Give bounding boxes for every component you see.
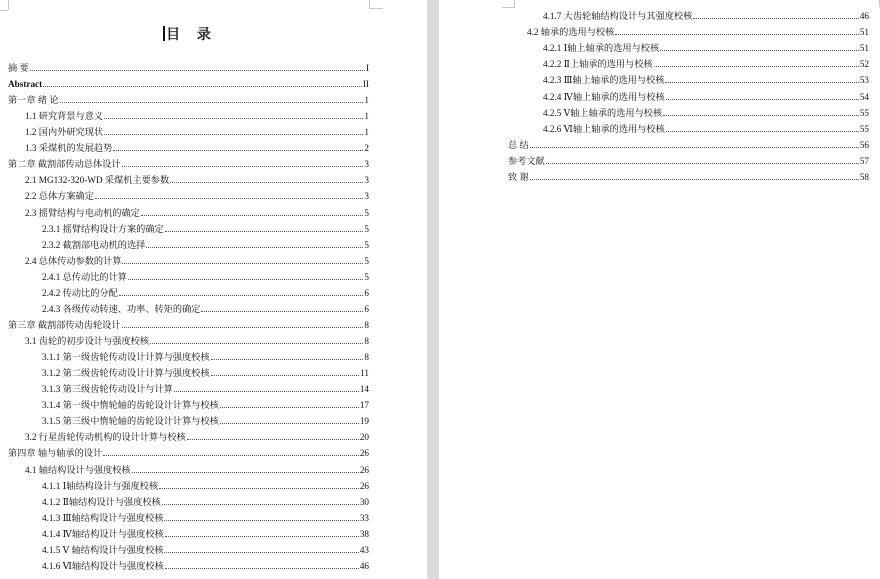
toc-entry[interactable] (8, 77, 369, 91)
toc-entry-label: 4.1.4 Ⅳ轴结构设计与强度校核 (42, 528, 164, 539)
toc-entry[interactable] (508, 138, 869, 152)
toc-entry[interactable] (25, 141, 369, 155)
toc-leader-dots (693, 18, 859, 19)
toc-entry[interactable] (527, 25, 869, 39)
toc-entry-label: 第一章 绪 论 (8, 95, 59, 106)
toc-leader-dots (165, 536, 359, 537)
toc-page-number: 6 (364, 287, 369, 298)
toc-leader-dots (174, 391, 359, 392)
toc-page-number: 38 (359, 528, 369, 539)
toc-entry-label: 2.3.2 截割部电动机的选择 (42, 239, 146, 250)
toc-leader-dots (162, 504, 359, 505)
toc-page-number: 5 (364, 223, 369, 234)
toc-entry[interactable] (42, 222, 369, 236)
toc-entry-label: 2.3.1 摇臂结构设计方案的确定 (42, 223, 164, 234)
toc-entry[interactable] (42, 238, 369, 252)
toc-leader-dots (666, 99, 859, 100)
toc-entry-label: 1.1 研究背景与意义 (25, 111, 104, 122)
toc-leader-dots (164, 520, 358, 521)
toc-entry-label: 3.1.3 第三级齿轮传动设计与计算 (42, 384, 173, 395)
crop-mark (502, 7, 515, 8)
toc-entry[interactable] (543, 90, 869, 104)
toc-entry[interactable] (543, 57, 869, 71)
toc-leader-dots (141, 215, 364, 216)
toc-page-number: II (362, 79, 369, 90)
toc-entry[interactable] (42, 270, 369, 284)
toc-leader-dots (150, 343, 363, 344)
toc-page-number: 11 (360, 368, 369, 379)
toc-page-number: 58 (859, 172, 869, 182)
toc-entry-label: 2.4.3 各级传动转速、功率、转矩的确定 (42, 303, 201, 314)
toc-page-number: 26 (359, 464, 369, 475)
toc-entry[interactable] (25, 109, 369, 123)
toc-entry-label: 2.4 总体传动参数的计算 (25, 255, 122, 266)
toc-entry[interactable] (42, 414, 369, 428)
toc-entry-label: 4.2.4 Ⅳ轴上轴承的选用与校核 (543, 91, 665, 102)
toc-page-number: 55 (859, 107, 869, 118)
toc-page-number: 17 (359, 400, 369, 411)
crop-mark (0, 10, 8, 11)
toc-entry[interactable] (42, 366, 369, 380)
toc-entry[interactable] (25, 463, 369, 477)
toc-entry[interactable] (42, 495, 369, 509)
toc-page-number: 30 (359, 496, 369, 507)
toc-entry-label: 4.1.6 Ⅵ轴结构设计与强度校核 (42, 560, 164, 571)
toc-leader-dots (663, 115, 859, 116)
toc-leader-dots (164, 552, 358, 553)
text-cursor (163, 26, 165, 41)
toc-page-number: 43 (359, 544, 369, 555)
toc-entry-label: 2.2 总体方案确定 (25, 191, 94, 202)
toc-leader-dots (165, 568, 359, 569)
toc-leader-dots (30, 70, 365, 71)
toc-leader-dots (187, 439, 359, 440)
toc-leader-dots (546, 163, 859, 164)
toc-entry-label: 2.4.1 总传动比的计算 (42, 271, 127, 282)
toc-leader-dots (43, 86, 362, 87)
toc-page-number: 5 (364, 207, 369, 218)
toc-entry-label: 2.3 摇臂结构与电动机的确定 (25, 207, 140, 218)
toc-page-number: 8 (364, 352, 369, 363)
toc-page-number: 46 (359, 560, 369, 571)
toc-entry[interactable] (8, 157, 369, 171)
toc-leader-dots (615, 34, 859, 35)
crop-mark (8, 0, 9, 10)
toc-page-number: 1 (364, 111, 369, 122)
toc-page-number: 56 (859, 139, 869, 150)
toc-entry-label: 4.2.3 Ⅲ轴上轴承的选用与校核 (543, 75, 665, 86)
toc-page-number: 57 (859, 155, 869, 166)
toc-page-number: 3 (364, 159, 369, 170)
toc-entry-label: 4.2.2 Ⅱ上轴承的选用与校核 (543, 59, 653, 70)
toc-page-number: 55 (859, 123, 869, 134)
toc-entry-label: 3.1.1 第一级齿轮传动设计计算与强度校核 (42, 352, 210, 363)
toc-title: 目 录 (0, 24, 380, 44)
toc-entry-label: 摘 要 (8, 63, 29, 73)
toc-page-number: 2 (364, 143, 369, 154)
toc-entry[interactable] (25, 206, 369, 220)
toc-leader-dots (60, 102, 364, 103)
toc-entry[interactable] (8, 318, 369, 332)
toc-entry[interactable] (42, 543, 369, 557)
toc-entry[interactable] (42, 286, 369, 300)
toc-entry[interactable] (8, 93, 369, 107)
toc-entry-label: 2.4.2 传动比的分配 (42, 287, 118, 298)
toc-entry[interactable] (25, 125, 369, 139)
toc-leader-dots (122, 166, 364, 167)
toc-page-number: 14 (359, 384, 369, 395)
toc-entry[interactable] (42, 302, 369, 316)
document-page-left (0, 0, 427, 579)
toc-leader-dots (660, 50, 859, 51)
toc-entry[interactable] (25, 189, 369, 203)
toc-leader-dots (654, 66, 859, 67)
toc-entry-label: 第三章 截割部传动齿轮设计 (8, 319, 121, 330)
toc-leader-dots (211, 375, 359, 376)
toc-entry[interactable] (543, 41, 869, 55)
toc-page-number: I (365, 63, 369, 73)
toc-entry[interactable] (543, 73, 869, 87)
toc-entry-label: 参考文献 (508, 155, 545, 166)
toc-leader-dots (132, 472, 359, 473)
toc-entry[interactable] (42, 398, 369, 412)
toc-entry-label: 4.1.1 Ⅰ轴结构设计与强度校核 (42, 480, 159, 491)
toc-leader-dots (113, 150, 363, 151)
toc-leader-dots (146, 247, 363, 248)
toc-entry-label: 4.1.5 Ⅴ 轴结构设计与强度校核 (42, 544, 164, 555)
toc-entry[interactable] (42, 479, 369, 493)
toc-entry[interactable] (508, 170, 869, 184)
toc-page-number: 51 (859, 27, 869, 38)
toc-page-number: 52 (859, 59, 869, 70)
toc-entry-label: Abstract (8, 79, 43, 90)
toc-leader-dots (122, 327, 364, 328)
toc-leader-dots (104, 118, 363, 119)
toc-page-number: 26 (359, 448, 369, 459)
toc-entry[interactable] (42, 350, 369, 364)
toc-page-number: 8 (364, 319, 369, 330)
toc-entry[interactable] (8, 61, 369, 75)
toc-entry[interactable] (25, 254, 369, 268)
crop-mark (369, 8, 383, 9)
toc-entry-label: 4.1.7 大齿轮轴结构设计与其强度校核 (543, 11, 693, 21)
toc-leader-dots (201, 311, 363, 312)
toc-leader-dots (220, 407, 359, 408)
toc-entry[interactable] (42, 559, 369, 573)
toc-leader-dots (159, 488, 359, 489)
toc-page-number: 20 (359, 432, 369, 443)
toc-leader-dots (95, 198, 364, 199)
toc-entry-label: 4.2.5 Ⅴ轴上轴承的选用与校核 (543, 107, 663, 118)
toc-leader-dots (119, 295, 364, 296)
toc-leader-dots (666, 131, 859, 132)
toc-entry-label: 4.1.3 Ⅲ轴结构设计与强度校核 (42, 512, 164, 523)
toc-page-number: 1 (364, 127, 369, 138)
toc-page-number: 3 (364, 191, 369, 202)
toc-page-number: 51 (859, 43, 869, 54)
toc-leader-dots (104, 134, 363, 135)
toc-leader-dots (165, 231, 364, 232)
toc-entry-label: 4.1 轴结构设计与强度校核 (25, 464, 131, 475)
toc-page-number: 26 (359, 480, 369, 491)
toc-entry[interactable] (543, 9, 869, 23)
toc-entry-label: 1.2 国内外研究现状 (25, 127, 104, 138)
toc-leader-dots (122, 263, 363, 264)
toc-entry-label: 致 谢 (508, 172, 529, 182)
crop-mark (514, 0, 515, 7)
toc-entry[interactable] (508, 154, 869, 168)
toc-entry-label: 第四章 轴与轴承的设计 (8, 448, 103, 459)
toc-entry[interactable] (8, 446, 369, 460)
toc-entry-label: 3.1.5 第三级中惰轮轴的齿轮设计计算与校核 (42, 416, 219, 427)
document-page-right (439, 0, 880, 579)
toc-page-number: 19 (359, 416, 369, 427)
toc-page-number: 8 (364, 336, 369, 347)
toc-entry-label: 第二章 截割部传动总体设计 (8, 159, 121, 170)
toc-page-number: 54 (859, 91, 869, 102)
toc-entry-label: 3.1.4 第一级中惰轮轴的齿轮设计计算与校核 (42, 400, 219, 411)
toc-entry[interactable] (25, 173, 369, 187)
toc-entry-label: 3.1.2 第二级齿轮传动设计计算与强度校核 (42, 368, 210, 379)
toc-page-number: 1 (364, 95, 369, 106)
toc-entry[interactable] (42, 511, 369, 525)
toc-entry-label: 2.1 MG132-320-WD 采煤机主要参数 (25, 175, 170, 186)
toc-leader-dots (103, 455, 359, 456)
toc-leader-dots (128, 279, 363, 280)
toc-entry-label: 总 结 (508, 139, 529, 150)
toc-entry[interactable] (25, 334, 369, 348)
toc-page-number: 5 (364, 255, 369, 266)
toc-leader-dots (665, 82, 858, 83)
toc-page-number: 5 (364, 239, 369, 250)
toc-leader-dots (211, 359, 364, 360)
toc-entry-label: 4.2.1 Ⅰ轴上轴承的选用与校核 (543, 43, 660, 54)
toc-page-number: 46 (859, 11, 869, 21)
toc-entry-label: 3.1 齿轮的初步设计与强度校核 (25, 336, 150, 347)
toc-page-number: 3 (364, 175, 369, 186)
toc-entry-label: 1.3 采煤机的发展趋势 (25, 143, 113, 154)
toc-entry[interactable] (25, 430, 369, 444)
toc-leader-dots (170, 182, 363, 183)
toc-entry-label: 4.2.6 Ⅵ轴上轴承的选用与校核 (543, 123, 665, 134)
page-gutter (427, 0, 439, 579)
toc-entry[interactable] (543, 122, 869, 136)
toc-entry-label: 4.2 轴承的选用与校核 (527, 27, 615, 38)
toc-leader-dots (530, 147, 859, 148)
crop-mark (369, 0, 370, 8)
toc-entry-label: 4.1.2 Ⅱ轴结构设计与强度校核 (42, 496, 161, 507)
toc-leader-dots (220, 423, 359, 424)
toc-entry[interactable] (543, 106, 869, 120)
toc-entry[interactable] (42, 527, 369, 541)
toc-leader-dots (530, 179, 859, 180)
toc-page-number: 33 (359, 512, 369, 523)
toc-entry[interactable] (42, 382, 369, 396)
toc-entry-label: 3.2 行星齿轮传动机构的设计计算与校核 (25, 432, 186, 443)
toc-page-number: 5 (364, 271, 369, 282)
toc-page-number: 53 (859, 75, 869, 86)
toc-page-number: 6 (364, 303, 369, 314)
